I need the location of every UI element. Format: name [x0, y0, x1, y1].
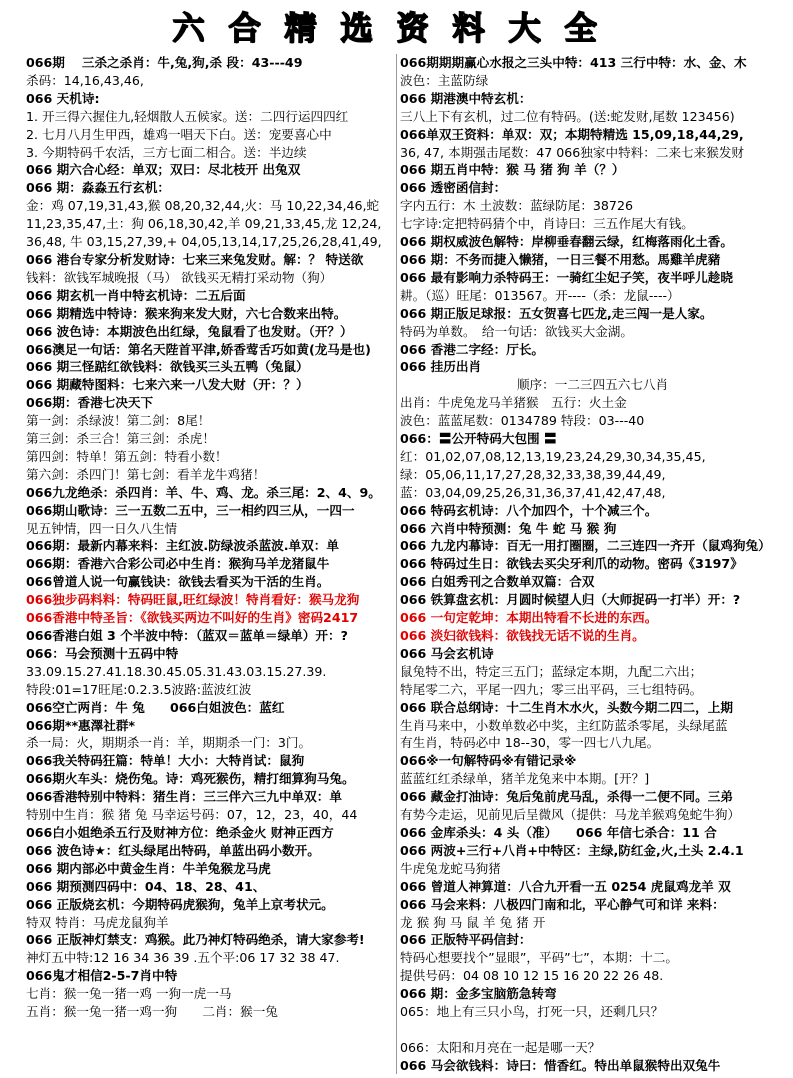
right-line: 066 马会欲钱料：诗曰：惜香红。特出单鼠猴特出双兔牛 — [400, 1057, 721, 1073]
right-line: 066 透密函信封： — [400, 180, 507, 196]
left-line: 066 港台专家分析发财诗：七来三来兔发财。解：？ 特送欲 — [26, 251, 364, 267]
right-line: 066 期：不务而捷入懒猪，一日三餐不用愁。馬雞羊虎豬 — [400, 251, 721, 267]
right-line: 有生肖，特码必中 18--30，零一四七八九尾。 — [400, 735, 660, 751]
left-line: 066 期三怪踮红欲钱料：欲钱买三头五鸭（兔鼠） — [26, 359, 309, 375]
left-line: 066鬼才相信2-5-7肖中特 — [26, 968, 178, 984]
right-line: 牛虎兔龙蛇马狗猪 — [400, 860, 501, 876]
right-line: 绿：05,06,11,17,27,28,32,33,38,39,44,49, — [400, 466, 666, 482]
left-line: 特别中生肖：猴 猪 兔 马幸运号码：07，12，23，40，44 — [26, 807, 358, 823]
left-line: 066香港白姐 3 个半波中特：（蓝双＝蓝单＝绿单）开：? — [26, 628, 348, 643]
right-line: 蓝蓝红红杀绿单，猪羊龙兔来中本期。[开？] — [400, 771, 650, 787]
right-line: 波色：主蓝防绿 — [400, 72, 489, 88]
left-line: 见五钟情，四一日久八生情 — [26, 520, 178, 536]
right-line: 066 期正版足球报：五女贺喜七匹龙,走三闯一是人家。 — [400, 305, 713, 321]
right-line: 特尾零二六，平尾一四九；零三出平码，三七组特码。 — [400, 681, 703, 697]
left-line: 第三剑：杀三合！第三剑：杀虎！ — [26, 431, 215, 447]
right-line: 066 曾道人神算道：八合九开看一五 0254 虎鼠鸡龙羊 双 — [400, 878, 731, 894]
left-line: 066 期内部必中黄金生肖：牛羊兔猴龙马虎 — [26, 860, 271, 876]
right-line: 066：太阳和月亮在一起是哪一天？ — [400, 1039, 601, 1055]
left-line: 066 期玄机一肖中特玄机诗：二五后面 — [26, 287, 246, 303]
left-line: 066 期精选中特诗：猴来狗来发大财，六七合数来出特。 — [26, 305, 347, 321]
left-line: 33.09.15.27.41.18.30.45.05.31.43.03.15.27.39. — [26, 663, 327, 679]
right-line: 顺序：一二三四五六七八肖 — [516, 377, 669, 393]
right-line: 066 六肖中特预测：兔 牛 蛇 马 猴 狗 — [400, 520, 617, 536]
left-line: 066 天机诗: — [26, 90, 100, 106]
right-line: 066 最有影响力杀特码王：一骑红尘妃子笑，夜半呼儿趁晓 — [400, 269, 733, 285]
right-line: 066 两波+三行+八肖+中特区：主绿,防红金,火,土头 2.4.1 — [400, 842, 744, 858]
left-line: 11,23,35,47,土：狗 06,18,30,42,羊 09,21,33,45,龙 12,24, — [26, 216, 382, 232]
right-line: 066 挂历出肖 — [400, 359, 482, 375]
right-line: 提供号码：04 08 10 12 15 16 20 22 26 48. — [400, 968, 664, 984]
right-line: 字内五行：木 土波数：蓝绿防尾：38726 — [400, 198, 633, 214]
page-title: 六合精选资料大全 — [172, 9, 621, 47]
left-line: 神灯五中特:12 16 34 36 39 .五个平:06 17 32 38 47. — [26, 950, 340, 966]
right-line: 066 金库杀头：4 头（准） 066 年信七杀合：11 合 — [400, 824, 717, 840]
left-line: 2. 七月八月生甲西，雄鸡一唱天下白。送：宠要喜心中 — [26, 126, 332, 142]
right-line: 七字诗:定把特码猜个中，肖诗曰：三五作尾大有钱。 — [400, 216, 694, 232]
left-line: 066期**惠澤社群* — [26, 717, 136, 733]
left-line: 066我关特码狂篇：特单！大小：大特肖试：鼠狗 — [26, 753, 305, 769]
right-line: 特码为单数。 给一句话：欲钱买大金湖。 — [400, 323, 633, 339]
left-column — [26, 54, 411, 1074]
left-line: 066曾道人说一句赢钱诀：欲钱去看买为干活的生肖。 — [26, 574, 330, 590]
right-line: 066 期五肖中特：猴 马 猪 狗 羊（？） — [400, 162, 625, 178]
left-line: 066 正版烧玄机：今期特码虎猴狗，兔羊上京考状元。 — [26, 896, 334, 912]
right-line: 龙 猴 狗 马 鼠 羊 兔 猪 开 — [400, 914, 546, 930]
right-line: 066 特码过生日：欲钱去买尖牙利爪的动物。密码《3197》 — [400, 556, 743, 572]
right-line: 蓝：03,04,09,25,26,31,36,37,41,42,47,48, — [400, 484, 666, 500]
right-line: 066 马会玄机诗 — [400, 645, 494, 661]
right-line: 066期期期赢心水报之三头中特：413 三行中特：水、金、木 — [400, 55, 747, 70]
right-line: 066 一句定乾坤：本期出特看不长进的东西。 — [400, 610, 658, 626]
right-line: 066 期权威波色解特：岸柳垂春翻云绿，红梅落雨化土香。 — [400, 234, 733, 250]
left-line: 066空亡两肖：牛 兔 066白姐波色：蓝红 — [26, 699, 285, 715]
right-line: 066 特码玄机诗：八个加四个，十个减三个。 — [400, 502, 658, 518]
right-line: 066 正版特平码信封： — [400, 932, 532, 948]
right-line: 有势今走运，见前见后呈微风（提供：马龙羊猴鸡兔蛇牛狗） — [400, 807, 741, 823]
left-line: 066独步码料料：特码旺鼠,旺红绿波！特肖看好：猴马龙狗 — [26, 592, 360, 608]
left-line: 066白小姐绝杀五行及财神方位：绝杀金火 财神正西方 — [26, 824, 334, 840]
right-line: 鼠兔特不出，特定三五门；蓝绿定本期，九配二六出； — [400, 663, 703, 679]
right-column — [400, 54, 785, 1074]
right-line: 066 铁算盘玄机：月圆时候望人归（大师捉码一打半）开：? — [400, 592, 741, 608]
right-line: 36, 47, 本期强击尾数：47 066独家中特料：二来七来猴发财 — [400, 144, 745, 160]
left-line: 066香港中特圣旨：《欲钱买两边不叫好的生肖》密码2417 — [26, 610, 359, 626]
left-line: 特段:01=17旺尾:0.2.3.5波路:蓝波红波 — [26, 681, 252, 697]
right-line: 066 九龙内幕诗：百无一用打圈圈，二三连四一齐开（鼠鸡狗兔） — [400, 538, 771, 554]
right-line: 066 藏金打油诗：兔后兔前虎马乱，杀得一二便不同。三弟 — [400, 789, 733, 805]
left-line: 3. 今期特码千农活，三方七面二相合。送：半边续 — [26, 144, 307, 160]
right-line: 066 期：金多宝脑筋急转弯 — [400, 986, 557, 1002]
left-line: 066 期藏特图料：七来六来一八发大财（开：？） — [26, 377, 309, 393]
left-line: 066：马会预测十五码中特 — [26, 645, 179, 661]
left-line: 1. 开三得六握住九,轻烟散人五候家。送：二四行运四四红 — [26, 108, 349, 124]
left-line: 066 期：淼淼五行玄机： — [26, 180, 171, 196]
right-line: 066 马会来料：八极四门南和北，平心静气可和详 来料： — [400, 896, 725, 912]
left-line: 杀一局：火，期期杀一肖：羊，期期杀一门：3门。 — [26, 735, 312, 751]
left-line: 第四剑：特单！第五剑：特看小数！ — [26, 448, 228, 464]
right-line: 波色：蓝蓝尾数：0134789 特段：03---40 — [400, 413, 645, 429]
left-line: 066九龙绝杀：杀四肖：羊、牛、鸡、龙。杀三尾：2、4、9。 — [26, 484, 381, 500]
left-line: 066澳足一句话：第名天陛首平津,娇香莺舌巧如黄(龙马是也) — [26, 341, 371, 357]
left-line: 066 期六合心经：单双；双曰：尽北枝开 出兔双 — [26, 162, 301, 178]
right-line: 066 期港澳中特玄机： — [400, 90, 532, 106]
left-line: 特双 特肖：马虎龙鼠狗羊 — [26, 914, 169, 930]
right-line: 066※一句解特码※有错记录※ — [400, 753, 577, 769]
left-line: 066香港特别中特料：猪生肖：三三伴六三九中单双：单 — [26, 789, 342, 805]
right-line: 066 联合总纲诗：十二生肖木水火，头数今期二四二，上期 — [400, 699, 733, 715]
column-divider — [396, 54, 397, 1074]
left-line: 066期：最新内幕来料：主红波.防绿波杀蓝波.单双：单 — [26, 538, 339, 554]
left-line: 066期：香港六合彩公司必中生肖：猴狗马羊龙猪鼠牛 — [26, 556, 330, 572]
right-line: 066 白姐秀刊之合数单双篇：合双 — [400, 574, 595, 590]
left-line: 066 正版神灯禁支：鸡猴。此乃神灯特码绝杀，请大家参考! — [26, 932, 365, 948]
left-line: 066 波色诗★：红头绿尾出特码，单蓝出码小数开。 — [26, 842, 320, 858]
left-line: 七肖：猴一兔一猪一鸡 一狗一虎一马 — [26, 986, 232, 1002]
left-line: 066期：香港七决天下 — [26, 395, 154, 411]
right-line: 耕。（巡）旺尾：013567。开----（杀：龙鼠----） — [400, 287, 680, 303]
left-line: 066 波色诗：本期波色出红绿，兔鼠看了也发财。（开？） — [26, 323, 353, 339]
left-line: 066期 三杀之杀肖：牛,兔,狗,杀 段：43---49 — [26, 55, 303, 70]
right-line — [400, 1021, 785, 1039]
right-line: 三八上下有玄机，过二位有特码。(送:蛇发财,尾数 123456) — [400, 108, 735, 124]
left-line: 杀码：14,16,43,46, — [26, 72, 144, 88]
left-line: 066 期预测四码中：04、18、28、41、 — [26, 878, 266, 894]
left-line: 066期火车头：烧伤兔。诗：鸡死猴伤，精打细算狗马兔。 — [26, 771, 355, 787]
right-line: 066 淡妇欲钱料：欲钱找无话不说的生肖。 — [400, 628, 645, 643]
right-line: 066 香港二字经：厅长。 — [400, 341, 545, 357]
right-line: 红：01,02,07,08,12,13,19,23,24,29,30,34,35,45, — [400, 448, 706, 464]
left-line: 五肖：猴一兔一猪一鸡一狗 二肖：猴一兔 — [26, 1004, 278, 1020]
right-line: 特码心想要找个”显眼”，平码”七”，本期：十二。 — [400, 950, 678, 966]
right-line: 066单双王资料：单双：双；本期特精选 15,09,18,44,29, — [400, 126, 744, 142]
left-line: 第六剑：杀四门！第七剑：看羊龙牛鸡猪！ — [26, 466, 266, 482]
left-line: 第一剑：杀绿波！第二剑：8尾！ — [26, 413, 211, 429]
left-line: 金：鸡 07,19,31,43,猴 08,20,32,44,火：马 10,22,34,46,蛇 — [26, 198, 380, 214]
left-line: 066期山歌诗：三一五数二五中，三一相约四三从，一四一 — [26, 502, 355, 518]
right-line: 生肖马来中，小数单数必中奖，主红防蓝杀零尾，头绿尾蓝 — [400, 717, 728, 733]
right-line: 066：〓公开特码大包围 〓 — [400, 431, 557, 447]
left-line: 36,48, 牛 03,15,27,39,+ 04,05,13,14,17,25,26,28,41,49, — [26, 234, 382, 250]
right-line: 065：地上有三只小鸟，打死一只，还剩几只？ — [400, 1004, 664, 1020]
right-line: 出肖：牛虎兔龙马羊猪猴 五行：火土金 — [400, 395, 627, 411]
left-line: 钱料：欲钱军城晚报（马） 欲钱买无精打采动物（狗） — [26, 269, 333, 285]
